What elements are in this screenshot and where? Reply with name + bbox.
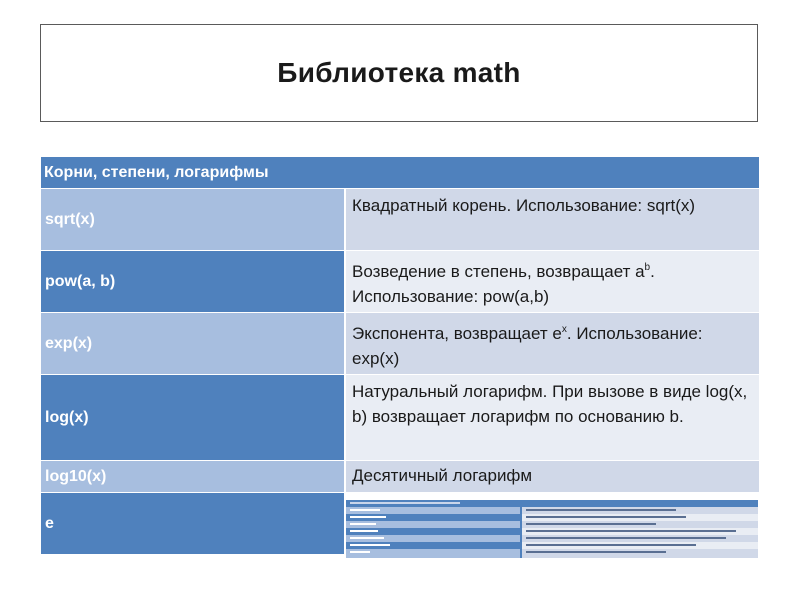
table-row [41,251,759,313]
function-name: e [41,493,346,554]
function-description: Натуральный логарифм. При вызове в виде log(x, b) возвращает логарифм по основанию b. [346,375,759,460]
title-box [40,24,758,122]
function-description [346,313,759,374]
function-name: pow(a, b) [41,251,346,312]
table-row [41,461,759,493]
function-name: log(x) [41,375,346,460]
function-name: log10(x) [41,461,346,492]
table-header: Корни, степени, логарифмы [44,163,269,181]
description-text: Экспонента, возвращает e [352,324,562,343]
description-text: . Использование: pow(a,b) [352,262,655,306]
table-row [41,313,759,375]
function-name: exp(x) [41,313,346,374]
function-description [346,251,759,312]
description-text: . Использование: exp(x) [352,324,703,368]
table-row [41,375,759,461]
superscript: x [561,324,567,335]
function-description: Десятичный логарифм [346,461,759,492]
description-text: Возведение в степень, возвращает a [352,262,645,281]
table-header-row [41,157,759,189]
function-name: sqrt(x) [41,189,346,250]
slide-title: Библиотека math [277,57,521,88]
superscript: b [644,262,651,273]
table-row [41,189,759,251]
table-thumbnail [346,500,758,558]
function-description: Квадратный корень. Использование: sqrt(x) [346,189,759,250]
functions-table [41,157,759,555]
